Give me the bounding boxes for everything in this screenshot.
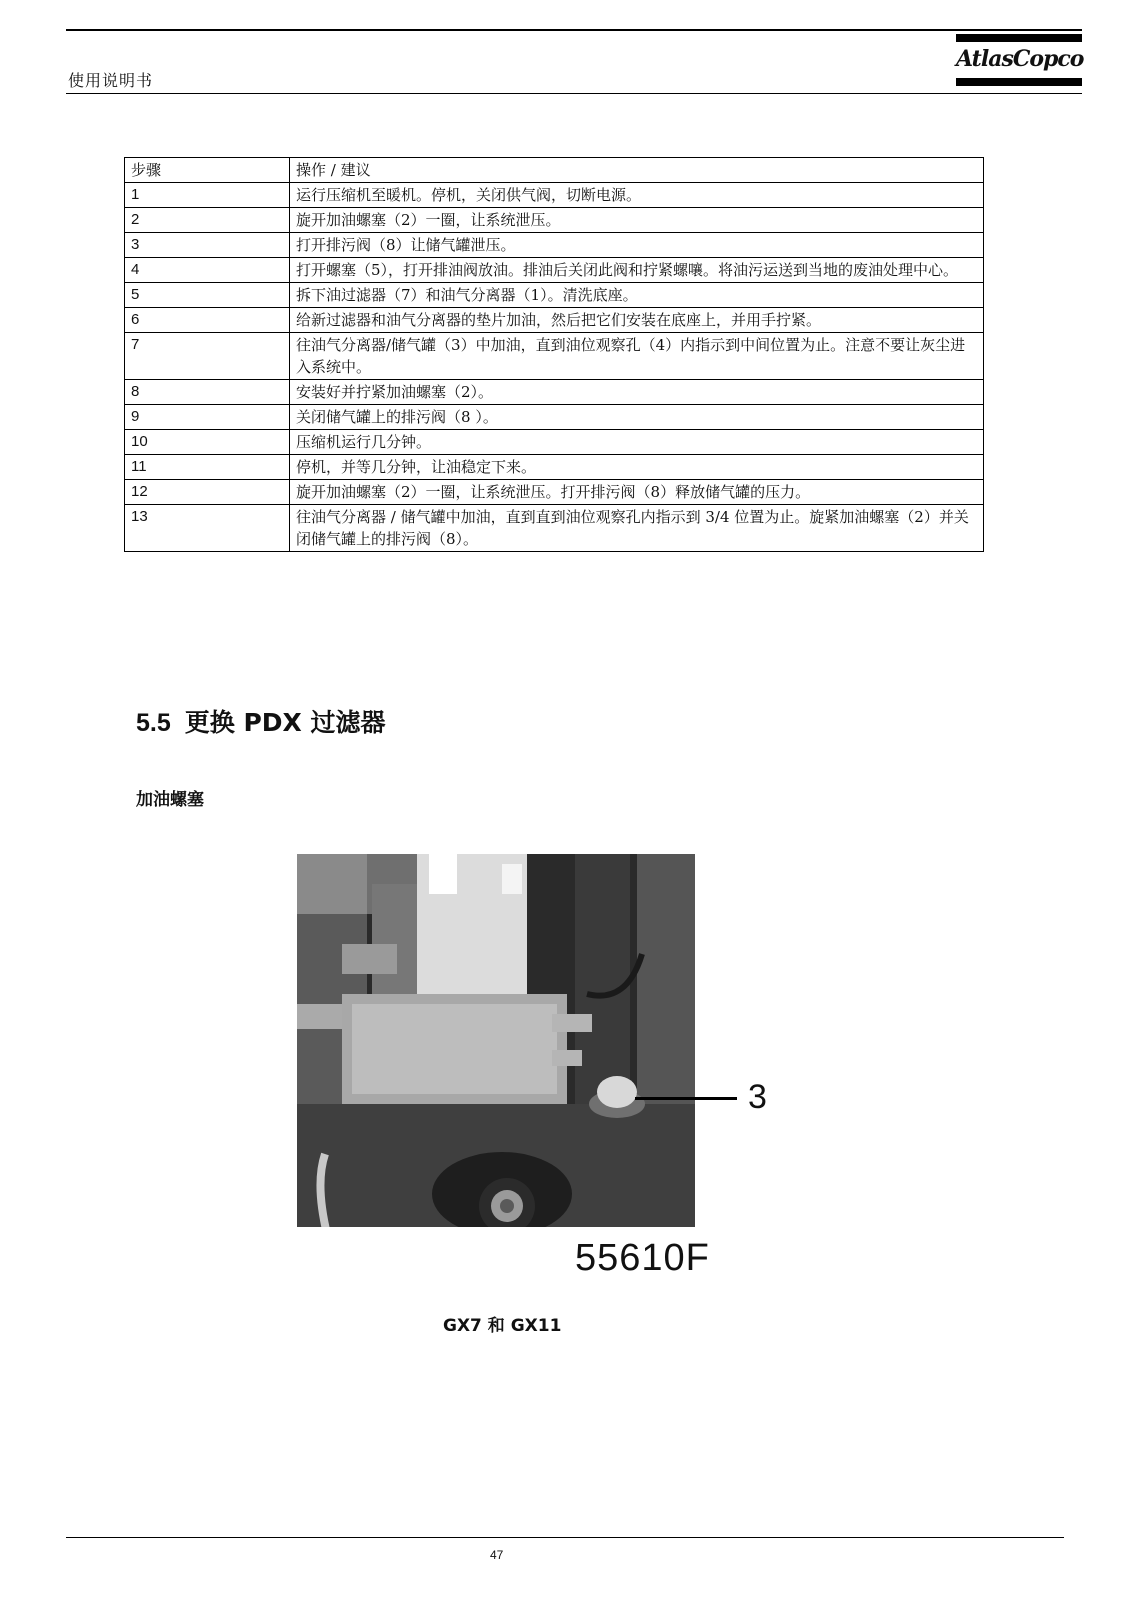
step-number-cell: 13 [125, 505, 290, 552]
table-row [125, 333, 984, 380]
image-code: 55610F [575, 1237, 710, 1279]
step-action-cell: 打开排污阀（8）让储气罐泄压。 [290, 233, 984, 258]
section-number: 5.5 [136, 709, 171, 737]
header-title: 使用说明书 [68, 71, 154, 90]
step-action-cell: 安装好并拧紧加油螺塞（2）。 [290, 380, 984, 405]
step-number-cell: 11 [125, 455, 290, 480]
table-row [125, 405, 984, 430]
callout-line [635, 1097, 737, 1100]
callout-number: 3 [748, 1078, 767, 1116]
table-row [125, 183, 984, 208]
table-row [125, 430, 984, 455]
step-number-cell: 3 [125, 233, 290, 258]
step-action-cell: 往油气分离器 / 储气罐中加油，直到直到油位观察孔内指示到 3/4 位置为止。旋紧加油螺塞（2）并关闭储气罐上的排污阀（8）。 [290, 505, 984, 552]
footer-rule [66, 1537, 1064, 1538]
table-row [125, 308, 984, 333]
logo-text: AtlasCopco [956, 46, 1084, 72]
table-row [125, 455, 984, 480]
figure-caption: GX7 和 GX11 [443, 1316, 562, 1336]
step-number-cell: 9 [125, 405, 290, 430]
step-number-cell: 10 [125, 430, 290, 455]
step-action-cell: 旋开加油螺塞（2）一圈，让系统泄压。打开排污阀（8）释放储气罐的压力。 [290, 480, 984, 505]
table-row [125, 480, 984, 505]
column-header-action: 操作 / 建议 [290, 158, 984, 183]
table-row [125, 208, 984, 233]
step-number-cell: 12 [125, 480, 290, 505]
step-number-cell: 7 [125, 333, 290, 380]
table-row [125, 380, 984, 405]
step-number-cell: 5 [125, 283, 290, 308]
step-action-cell: 打开螺塞（5），打开排油阀放油。排油后关闭此阀和拧紧螺嚷。将油污运送到当地的废油处理中心。 [290, 258, 984, 283]
step-action-cell: 停机，并等几分钟，让油稳定下来。 [290, 455, 984, 480]
step-action-cell: 给新过滤器和油气分离器的垫片加油，然后把它们安装在底座上，并用手拧紧。 [290, 308, 984, 333]
step-action-cell: 往油气分离器/储气罐（3）中加油，直到油位观察孔（4）内指示到中间位置为止。注意不要让灰尘进入系统中。 [290, 333, 984, 380]
page-number: 47 [490, 1548, 504, 1562]
compressor-photo [297, 854, 695, 1234]
subheading-fill-plug: 加油螺塞 [136, 790, 204, 810]
header-top-rule [66, 29, 1082, 31]
logo-top-bar [956, 34, 1082, 42]
table-row [125, 283, 984, 308]
table-row [125, 258, 984, 283]
column-header-step: 步骤 [125, 158, 290, 183]
steps-table [124, 157, 984, 552]
logo-bottom-bar [956, 78, 1082, 86]
step-action-cell: 压缩机运行几分钟。 [290, 430, 984, 455]
atlas-copco-logo [956, 34, 1082, 86]
header-bottom-rule [66, 93, 1082, 94]
step-number-cell: 1 [125, 183, 290, 208]
step-number-cell: 2 [125, 208, 290, 233]
section-title-text: 更换 PDX 过滤器 [184, 708, 386, 737]
section-heading [136, 703, 386, 739]
step-number-cell: 6 [125, 308, 290, 333]
step-action-cell: 关闭储气罐上的排污阀（8 ）。 [290, 405, 984, 430]
step-action-cell: 旋开加油螺塞（2）一圈，让系统泄压。 [290, 208, 984, 233]
table-header-row [125, 158, 984, 183]
step-action-cell: 运行压缩机至暖机。停机，关闭供气阀，切断电源。 [290, 183, 984, 208]
step-number-cell: 8 [125, 380, 290, 405]
step-action-cell: 拆下油过滤器（7）和油气分离器（1）。清洗底座。 [290, 283, 984, 308]
table-row [125, 505, 984, 552]
steps-table-body [125, 183, 984, 552]
step-number-cell: 4 [125, 258, 290, 283]
table-row [125, 233, 984, 258]
